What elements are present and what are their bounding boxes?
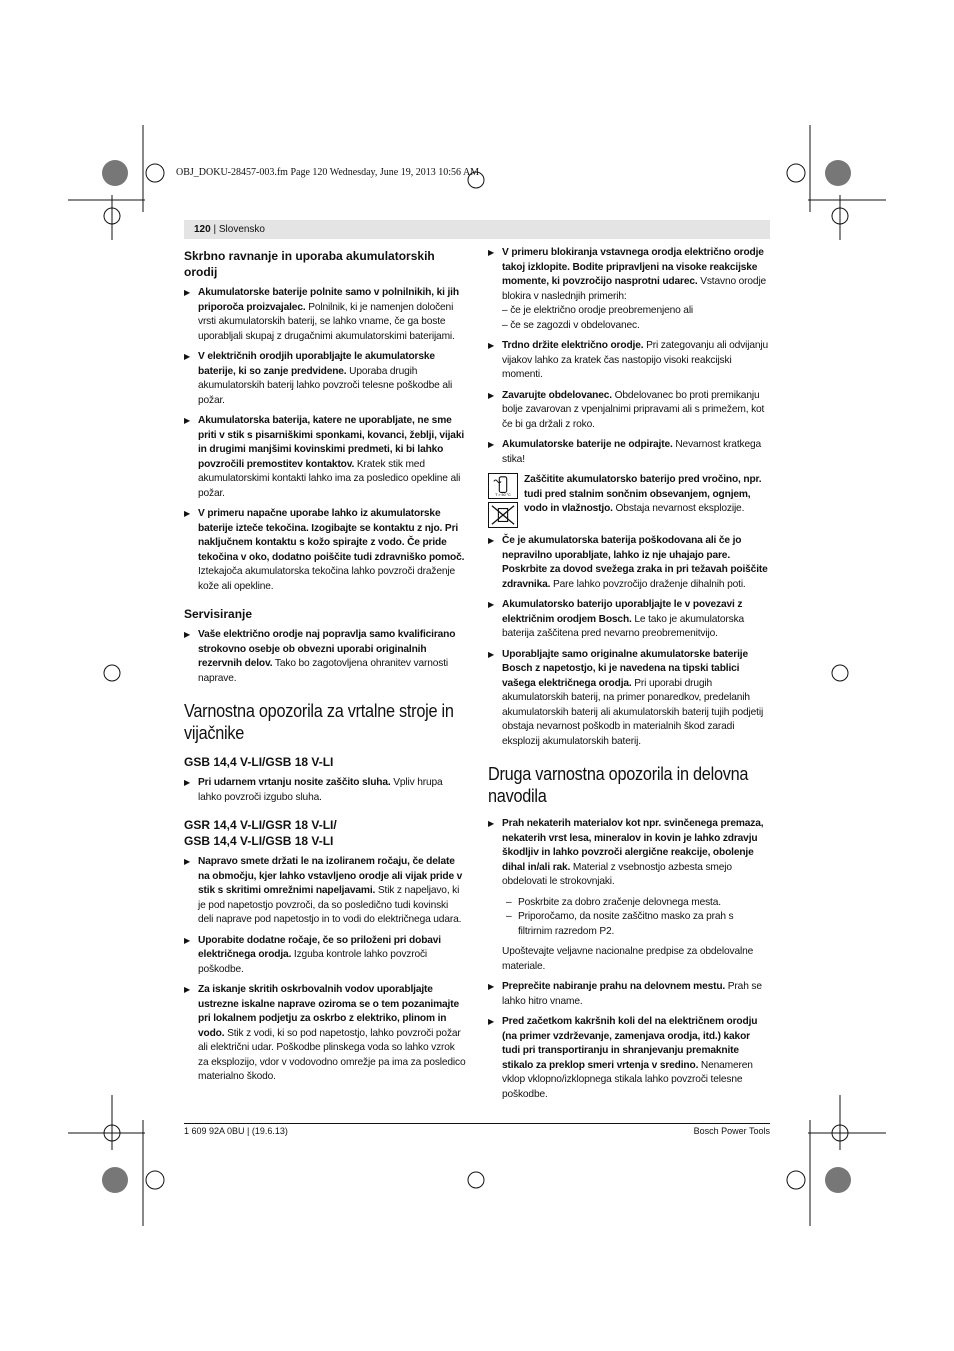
- list-item: ▶ Zavarujte obdelovanec. Obdelovanec bo proti premikanju bolje zavarovan z vpenjalnimi pripravami ali s primežem, kot če bi ga držali z roko.: [488, 389, 765, 430]
- bullet-arrow-icon: ▶: [184, 630, 191, 639]
- bullet-arrow-icon: ▶: [488, 390, 495, 400]
- page-number: 120: [194, 224, 211, 235]
- bullet-arrow-icon: ▶: [488, 600, 495, 609]
- list-item: ▶ Akumulatorska baterija, katere ne uporabljate, ne sme priti v stik s pisarniškimi sponkami, kovanci, žeblji, vijaki in drugimi manjšimi kovinskimi predmeti, ki bi lahko povzročili premostitev kontaktov. Kratek stik med akumulatorskimi kontakti lahko ima za posledico opekline ali požar.: [184, 415, 465, 499]
- bullet-arrow-icon: ▶: [488, 982, 495, 991]
- bullet-arrow-icon: ▶: [184, 935, 191, 945]
- list-item: ▶ Trdno držite električno orodje. Pri zategovanju ali odvijanju vijakov lahko za kratek čas nastopijo visoki reakcijski momenti.: [488, 340, 769, 380]
- footer-doc-number: 1 609 92A 0BU | (19.6.13): [184, 1126, 288, 1136]
- section-title: GSB 14,4 V-LI/GSB 18 V-LI: [184, 834, 334, 848]
- bullet-arrow-icon: ▶: [488, 341, 495, 350]
- section-title: GSB 14,4 V-LI/GSB 18 V-LI: [184, 755, 334, 769]
- list-item: ▶ Za iskanje skritih oskrbovalnih vodov uporabljajte ustrezne iskalne naprave oziroma se o tem pozanimajte pri lokalnem podjetju za oskrbo z elektriko, plinom in vodo. Stik z vodi, ki so pod napetostjo, lahko povzroči požar ali električni udar. Poškodbe plinskega voda so lahko vzrok za eksplozijo, vdor v vodovodno omrežje pa ima za posledico materialno škodo.: [184, 984, 466, 1082]
- list-item: ▶ Prah nekaterih materialov kot npr. svinčenega premaza, nekaterih vrst lesa, mineralov in kovin je lahko zdravju škodljiv in lahko povzroči alergične reakcije, obolenje dihal in/ali rak. Material z vsebnostjo azbesta smejo obdelovati le strokovnjaki.: [488, 818, 764, 887]
- print-header: OBJ_DOKU-28457-003.fm Page 120 Wednesday, June 19, 2013 10:56 AM: [176, 167, 480, 178]
- bullet-arrow-icon: ▶: [488, 649, 495, 659]
- temperature-warning-icon: [488, 473, 518, 499]
- bullet-arrow-icon: ▶: [488, 819, 495, 828]
- list-item: ▶ V primeru blokiranja vstavnega orodja električno orodje takoj izklopite. Bodite pripravljeni na visoke reakcijske momente, ki povzročijo nasprotni udarec. Vstavno orodje blokira v naslednjih primerih: – če je električno orodje preobremenjeno ali – če se zagozdi v obdelovanec.: [488, 246, 770, 333]
- footer-brand: Bosch Power Tools: [693, 1126, 770, 1136]
- bullet-arrow-icon: ▶: [184, 416, 191, 425]
- bullet-arrow-icon: ▶: [488, 536, 495, 545]
- heat-warning-block: [488, 473, 770, 528]
- list-item: ▶ Akumulatorske baterije ne odpirajte. Nevarnost kratkega stika!: [488, 439, 761, 465]
- list-item: ▶ V primeru napačne uporabe lahko iz akumulatorske baterije izteče tekočina. Izogibajte se kontaktu z njo. Pri naključnem kontaktu s kožo spirajte z vodo. Če pride tekočina v oko, dodatno poiščite tudi zdravniško pomoč. Iztekajoča akumulatorska tekočina lahko povzroči draženje kože ali opekline.: [184, 508, 465, 592]
- note-text: Upoštevajte veljavne nacionalne predpise za obdelovalne materiale.: [502, 946, 754, 972]
- bullet-arrow-icon: ▶: [488, 440, 495, 449]
- header-separator: |: [213, 224, 217, 235]
- list-item: ▶ Pri udarnem vrtanju nosite zaščito sluha. Vpliv hrupa lahko povzroči izgubo sluha.: [184, 777, 443, 803]
- list-item: ▶ Akumulatorske baterije polnite samo v polnilnikih, ki jih priporoča proizvajalec. Polnilnik, ki je namenjen določeni vrsti akumulatorskih baterij, se lahko vname, če ga boste uporabljali skupaj z drugačnimi akumulatorskimi baterijami.: [184, 287, 459, 342]
- section-title: Skrbno ravnanje in uporaba akumulatorskih orodij: [184, 249, 435, 279]
- bullet-arrow-icon: ▶: [184, 778, 191, 787]
- header-language: Slovensko: [218, 224, 265, 235]
- dash-item: – Priporočamo, da nosite zaščitno masko za prah s filtrirnim razredom P2.: [506, 911, 734, 937]
- list-item: ▶ Akumulatorsko baterijo uporabljajte le v povezavi z električnim orodjem Bosch. Le tako je akumulatorska baterija zaščitena pred nevarno preobremenitvijo.: [488, 599, 745, 639]
- dash-item: – Poskrbite za dobro zračenje delovnega mesta.: [506, 896, 721, 908]
- list-item: ▶ Napravo smete držati le na izoliranem ročaju, če delate na območju, kjer lahko vstavljeno orodje ali vijak pride v stik s skritimi omrežnimi napeljavami. Stik z napeljavo, ki je pod napetostjo povzroči, da so posledično tudi kovinski deli naprave pod napetostjo in to vodi do električnega udara.: [184, 856, 463, 925]
- bullet-arrow-icon: ▶: [184, 509, 191, 518]
- list-item: ▶ V električnih orodjih uporabljajte le akumulatorske baterije, ki so zanje predvidene. Uporaba drugih akumulatorskih baterij lahko povzroči telesne poškodbe ali požar.: [184, 351, 453, 406]
- dash-line: – če je električno orodje preobremenjeno ali: [502, 305, 694, 316]
- right-column: [488, 246, 770, 1108]
- bullet-arrow-icon: ▶: [184, 288, 191, 297]
- list-item: ▶ Uporabite dodatne ročaje, če so priloženi pri dobavi električnega orodja. Izguba kontrole lahko povzroči poškodbe.: [184, 934, 441, 975]
- list-item: ▶ Če je akumulatorska baterija poškodovana ali če jo nepravilno uporabljate, lahko iz nje uhajajo pare. Poskrbite za dovod svežega zraka in pri težavah poiščite zdravnika. Pare lahko povzročijo draženje dihalnih poti.: [488, 535, 768, 590]
- dash-line: – če se zagozdi v obdelovanec.: [502, 319, 640, 331]
- list-item: ▶ Preprečite nabiranje prahu na delovnem mestu. Prah se lahko hitro vname.: [488, 981, 762, 1007]
- heat-warning-text: Zaščitite akumulatorsko baterijo pred vročino, npr. tudi pred stalnim sončnim obsevanjem, ognjem, vodo in vlažnostjo. Obstaja nevarnost eksplozije.: [524, 474, 762, 514]
- list-item: ▶ Uporabljajte samo originalne akumulatorske baterije Bosch z napetostjo, ki je navedena na tipski tablici vašega električnega orodja. Pri uporabi drugih akumulatorskih baterij, na primer ponaredkov, predelanih akumulatorskih baterij ali akumulatorskih baterij tujih podjetij obstaja nevarnost poškodb in materialnih škod zaradi eksplozij akumulatorskih baterij.: [488, 648, 764, 747]
- bullet-arrow-icon: ▶: [184, 857, 191, 866]
- bullet-arrow-icon: ▶: [184, 352, 191, 361]
- left-column: [184, 246, 466, 1091]
- no-fire-water-icon: [488, 502, 518, 528]
- section-title: Servisiranje: [184, 607, 253, 621]
- bullet-arrow-icon: ▶: [488, 248, 495, 257]
- bullet-arrow-icon: ▶: [488, 1017, 495, 1026]
- list-item: ▶ Pred začetkom kakršnih koli del na električnem orodju (na primer vzdrževanje, zamenjava orodja, itd.) kakor tudi pri transportiranju in shranjevanju premaknite stikalo za preklop smeri vrtenja v sredino. Nenameren vklop vklopno/izklopnega stikala lahko povzroči telesne poškodbe.: [488, 1016, 758, 1100]
- list-item: ▶ Vaše električno orodje naj popravlja samo kvalificirano strokovno osebje ob obvezni uporabi originalnih rezervnih delov. Tako bo zagotovljena ohranitev varnosti naprave.: [184, 629, 456, 684]
- icon-label: T > 50 °C: [495, 493, 511, 498]
- section-title: GSR 14,4 V-LI/GSR 18 V-LI/: [184, 818, 337, 832]
- page-header-bar: [184, 220, 770, 239]
- section-heading: Druga varnostna opozorila in delovna navodila: [488, 763, 749, 806]
- footer-rule: [184, 1123, 770, 1124]
- section-heading: Varnostna opozorila za vrtalne stroje in vijačnike: [184, 700, 454, 743]
- bullet-arrow-icon: ▶: [184, 985, 191, 994]
